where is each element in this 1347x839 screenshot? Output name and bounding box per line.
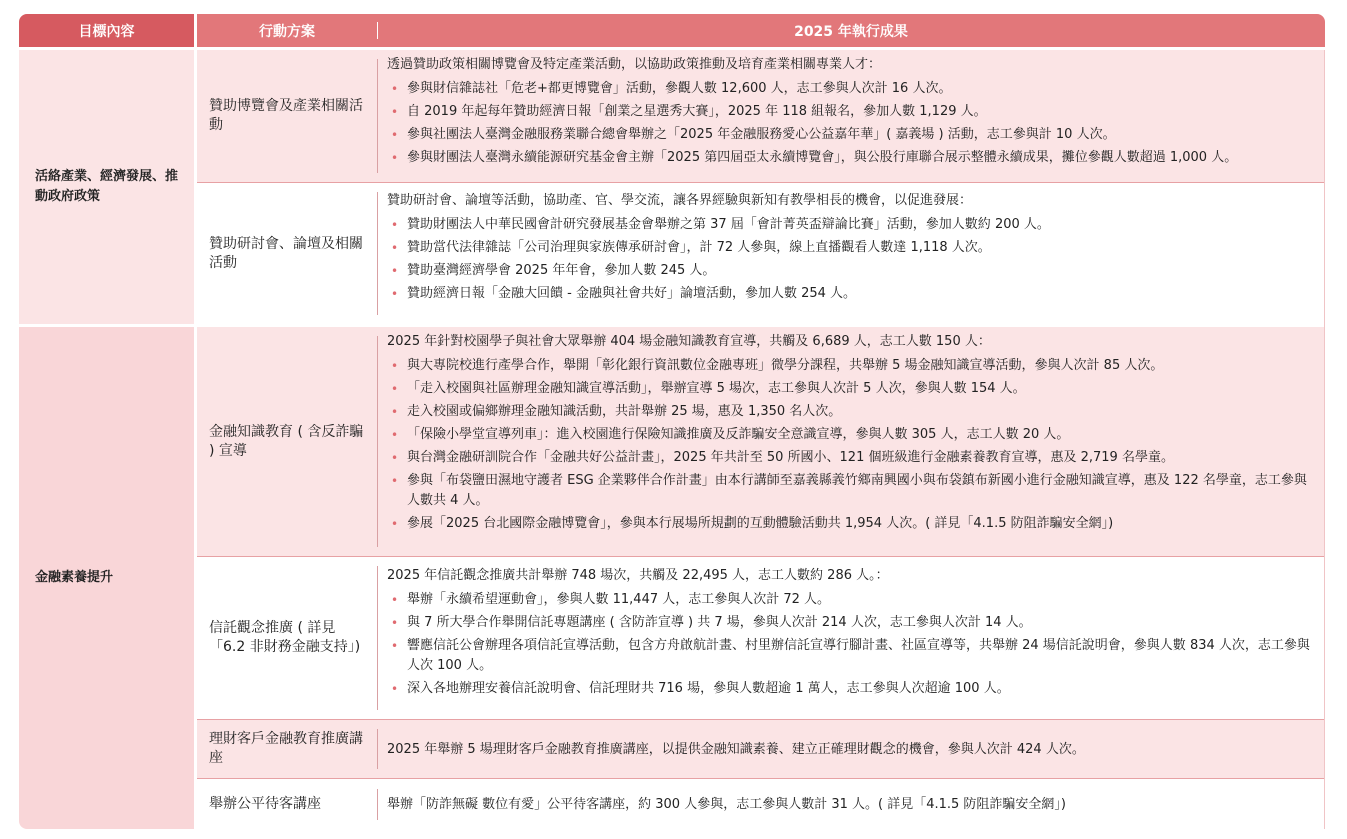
list-item: • 響應信託公會辦理各項信託宣導活動，包含方舟啟航計畫、村里辦信託宣導行腳計畫、社區宣導等，共舉辦 24 場信託說明會，參與人數 834 人次，志工參與人次 100 人。	[387, 636, 1317, 676]
result-cell	[387, 720, 1317, 778]
action-cell: 理財客戶金融教育推廣講座	[209, 731, 363, 766]
goal-cell-financial-literacy: 金融素養提升	[19, 327, 194, 829]
list-item: • 贊助經濟日報「金融大回饋 - 金融與社會共好」論壇活動，參加人數 254 人。	[387, 284, 1317, 304]
list-item: • 自 2019 年起每年贊助經濟日報「創業之星選秀大賽」，2025 年 118 組報名，參加人數 1,129 人。	[387, 102, 1317, 122]
table-row	[197, 557, 1325, 720]
list-item: • 與大專院校進行產學合作，舉開「彰化銀行資訊數位金融專班」微學分課程，共舉辦 5 場金融知識宣導活動，參與人次計 85 人次。	[387, 356, 1317, 376]
header-results: 2025 年執行成果	[377, 14, 1325, 47]
action-cell: 金融知識教育 ( 含反詐騙 ) 宣導	[209, 423, 364, 459]
table-border	[1324, 50, 1325, 829]
result-list	[387, 590, 1317, 699]
column-divider	[377, 729, 378, 769]
table-row	[197, 327, 1325, 557]
list-item: • 贊助臺灣經濟學會 2025 年年會，參加人數 245 人。	[387, 261, 1317, 281]
list-item: • 深入各地辦理安養信託說明會、信託理財共 716 場，參與人數超逾 1 萬人，志工參與人次超逾 100 人。	[387, 679, 1317, 699]
list-item: • 與 7 所大學合作舉開信託專題講座 ( 含防詐宣導 ) 共 7 場，參與人次計 214 人次，志工參與人次計 14 人。	[387, 613, 1317, 633]
result-intro: 贊助研討會、論壇等活動，協助產、官、學交流，讓各界經驗與新知有教學相長的機會，以促進發展：	[387, 193, 973, 208]
list-item: • 舉辦「永續希望運動會」，參與人數 11,447 人，志工參與人次計 72 人。	[387, 590, 1317, 610]
result-text: 舉辦「防詐無礙 數位有愛」公平待客講座，約 300 人參與，志工參與人數計 31 人。( 詳見「4.1.5 防阻詐騙安全網」)	[387, 797, 1067, 812]
result-intro: 2025 年針對校園學子與社會大眾舉辦 404 場金融知識教育宣導，共觸及 6,689 人，志工人數 150 人：	[387, 334, 991, 349]
list-item: • 「保險小學堂宣導列車」：進入校園進行保險知識推廣及反詐騙安全意識宣導，參與人數 305 人，志工人數 20 人。	[387, 425, 1317, 445]
result-cell	[387, 563, 1317, 702]
result-cell	[387, 52, 1317, 171]
list-item: • 贊助財團法人中華民國會計研究發展基金會舉辦之第 37 屆「會計菁英盃辯論比賽」活動，參加人數約 200 人。	[387, 215, 1317, 235]
table-row	[197, 720, 1325, 779]
action-cell: 信託觀念推廣 ( 詳見「6.2 非財務金融支持」)	[209, 620, 361, 655]
action-cell: 贊助博覽會及產業相關活動	[209, 98, 363, 133]
column-divider	[377, 566, 378, 710]
header-divider	[377, 22, 378, 39]
list-item: • 參與「布袋鹽田濕地守護者 ESG 企業夥伴合作計畫」由本行講師至嘉義縣義竹鄉南興國小與布袋鎮布新國小進行金融知識宣導，惠及 122 名學童，志工參與人數共 4 人。	[387, 471, 1317, 511]
result-list	[387, 79, 1317, 168]
result-list	[387, 356, 1317, 534]
action-cell: 贊助研討會、論壇及相關活動	[209, 235, 363, 271]
table-row	[197, 780, 1325, 829]
header-goal: 目標內容	[19, 14, 194, 47]
result-intro: 透過贊助政策相關博覽會及特定產業活動，以協助政策推動及培育產業相關專業人才：	[387, 57, 882, 72]
result-cell	[387, 780, 1317, 829]
results-table	[19, 14, 1325, 829]
list-item: • 與台灣金融研訓院合作「金融共好公益計畫」，2025 年共計至 50 所國小、121 個班級進行金融素養教育宣導，惠及 2,719 名學童。	[387, 448, 1317, 468]
list-item: • 贊助當代法律雜誌「公司治理與家族傳承研討會」，計 72 人參與，線上直播觀看人數達 1,118 人次。	[387, 238, 1317, 258]
result-intro: 2025 年信託觀念推廣共計舉辦 748 場次，共觸及 22,495 人，志工人數約 286 人。：	[387, 568, 889, 583]
result-cell	[387, 188, 1317, 307]
list-item: • 參展「2025 台北國際金融博覽會」，參與本行展場所規劃的互動體驗活動共 1,954 人次。( 詳見「4.1.5 防阻詐騙安全網」)	[387, 514, 1317, 534]
table-row	[197, 183, 1325, 324]
table-row	[197, 50, 1325, 183]
result-list	[387, 215, 1317, 304]
list-item: • 走入校園或偏鄉辦理金融知識活動，共計舉辦 25 場，惠及 1,350 名人次。	[387, 402, 1317, 422]
column-divider	[377, 789, 378, 820]
result-cell	[387, 329, 1317, 537]
list-item: • 參與財信雜誌社「危老+都更博覽會」活動，參觀人數 12,600 人，志工參與人次計 16 人次。	[387, 79, 1317, 99]
list-item: • 參與社團法人臺灣金融服務業聯合總會舉辦之「2025 年金融服務愛心公益嘉年華」( 嘉義場 ) 活動，志工參與計 10 人次。	[387, 125, 1317, 145]
list-item: • 參與財團法人臺灣永續能源研究基金會主辦「2025 第四屆亞太永續博覽會」，與公股行庫聯合展示整體永續成果，攤位參觀人數超過 1,000 人。	[387, 148, 1317, 168]
column-divider	[377, 192, 378, 315]
column-divider	[377, 336, 378, 547]
list-item: • 「走入校園與社區辦理金融知識宣導活動」，舉辦宣導 5 場次，志工參與人次計 5 人次，參與人數 154 人。	[387, 379, 1317, 399]
column-divider	[377, 59, 378, 173]
result-text: 2025 年舉辦 5 場理財客戶金融教育推廣講座，以提供金融知識素養、建立正確理財觀念的機會，參與人次計 424 人次。	[387, 741, 1085, 757]
header-action: 行動方案	[197, 14, 377, 47]
goal-cell-industry: 活絡產業、經濟發展、推動政府政策	[19, 50, 194, 324]
action-cell: 舉辦公平待客講座	[209, 796, 321, 812]
